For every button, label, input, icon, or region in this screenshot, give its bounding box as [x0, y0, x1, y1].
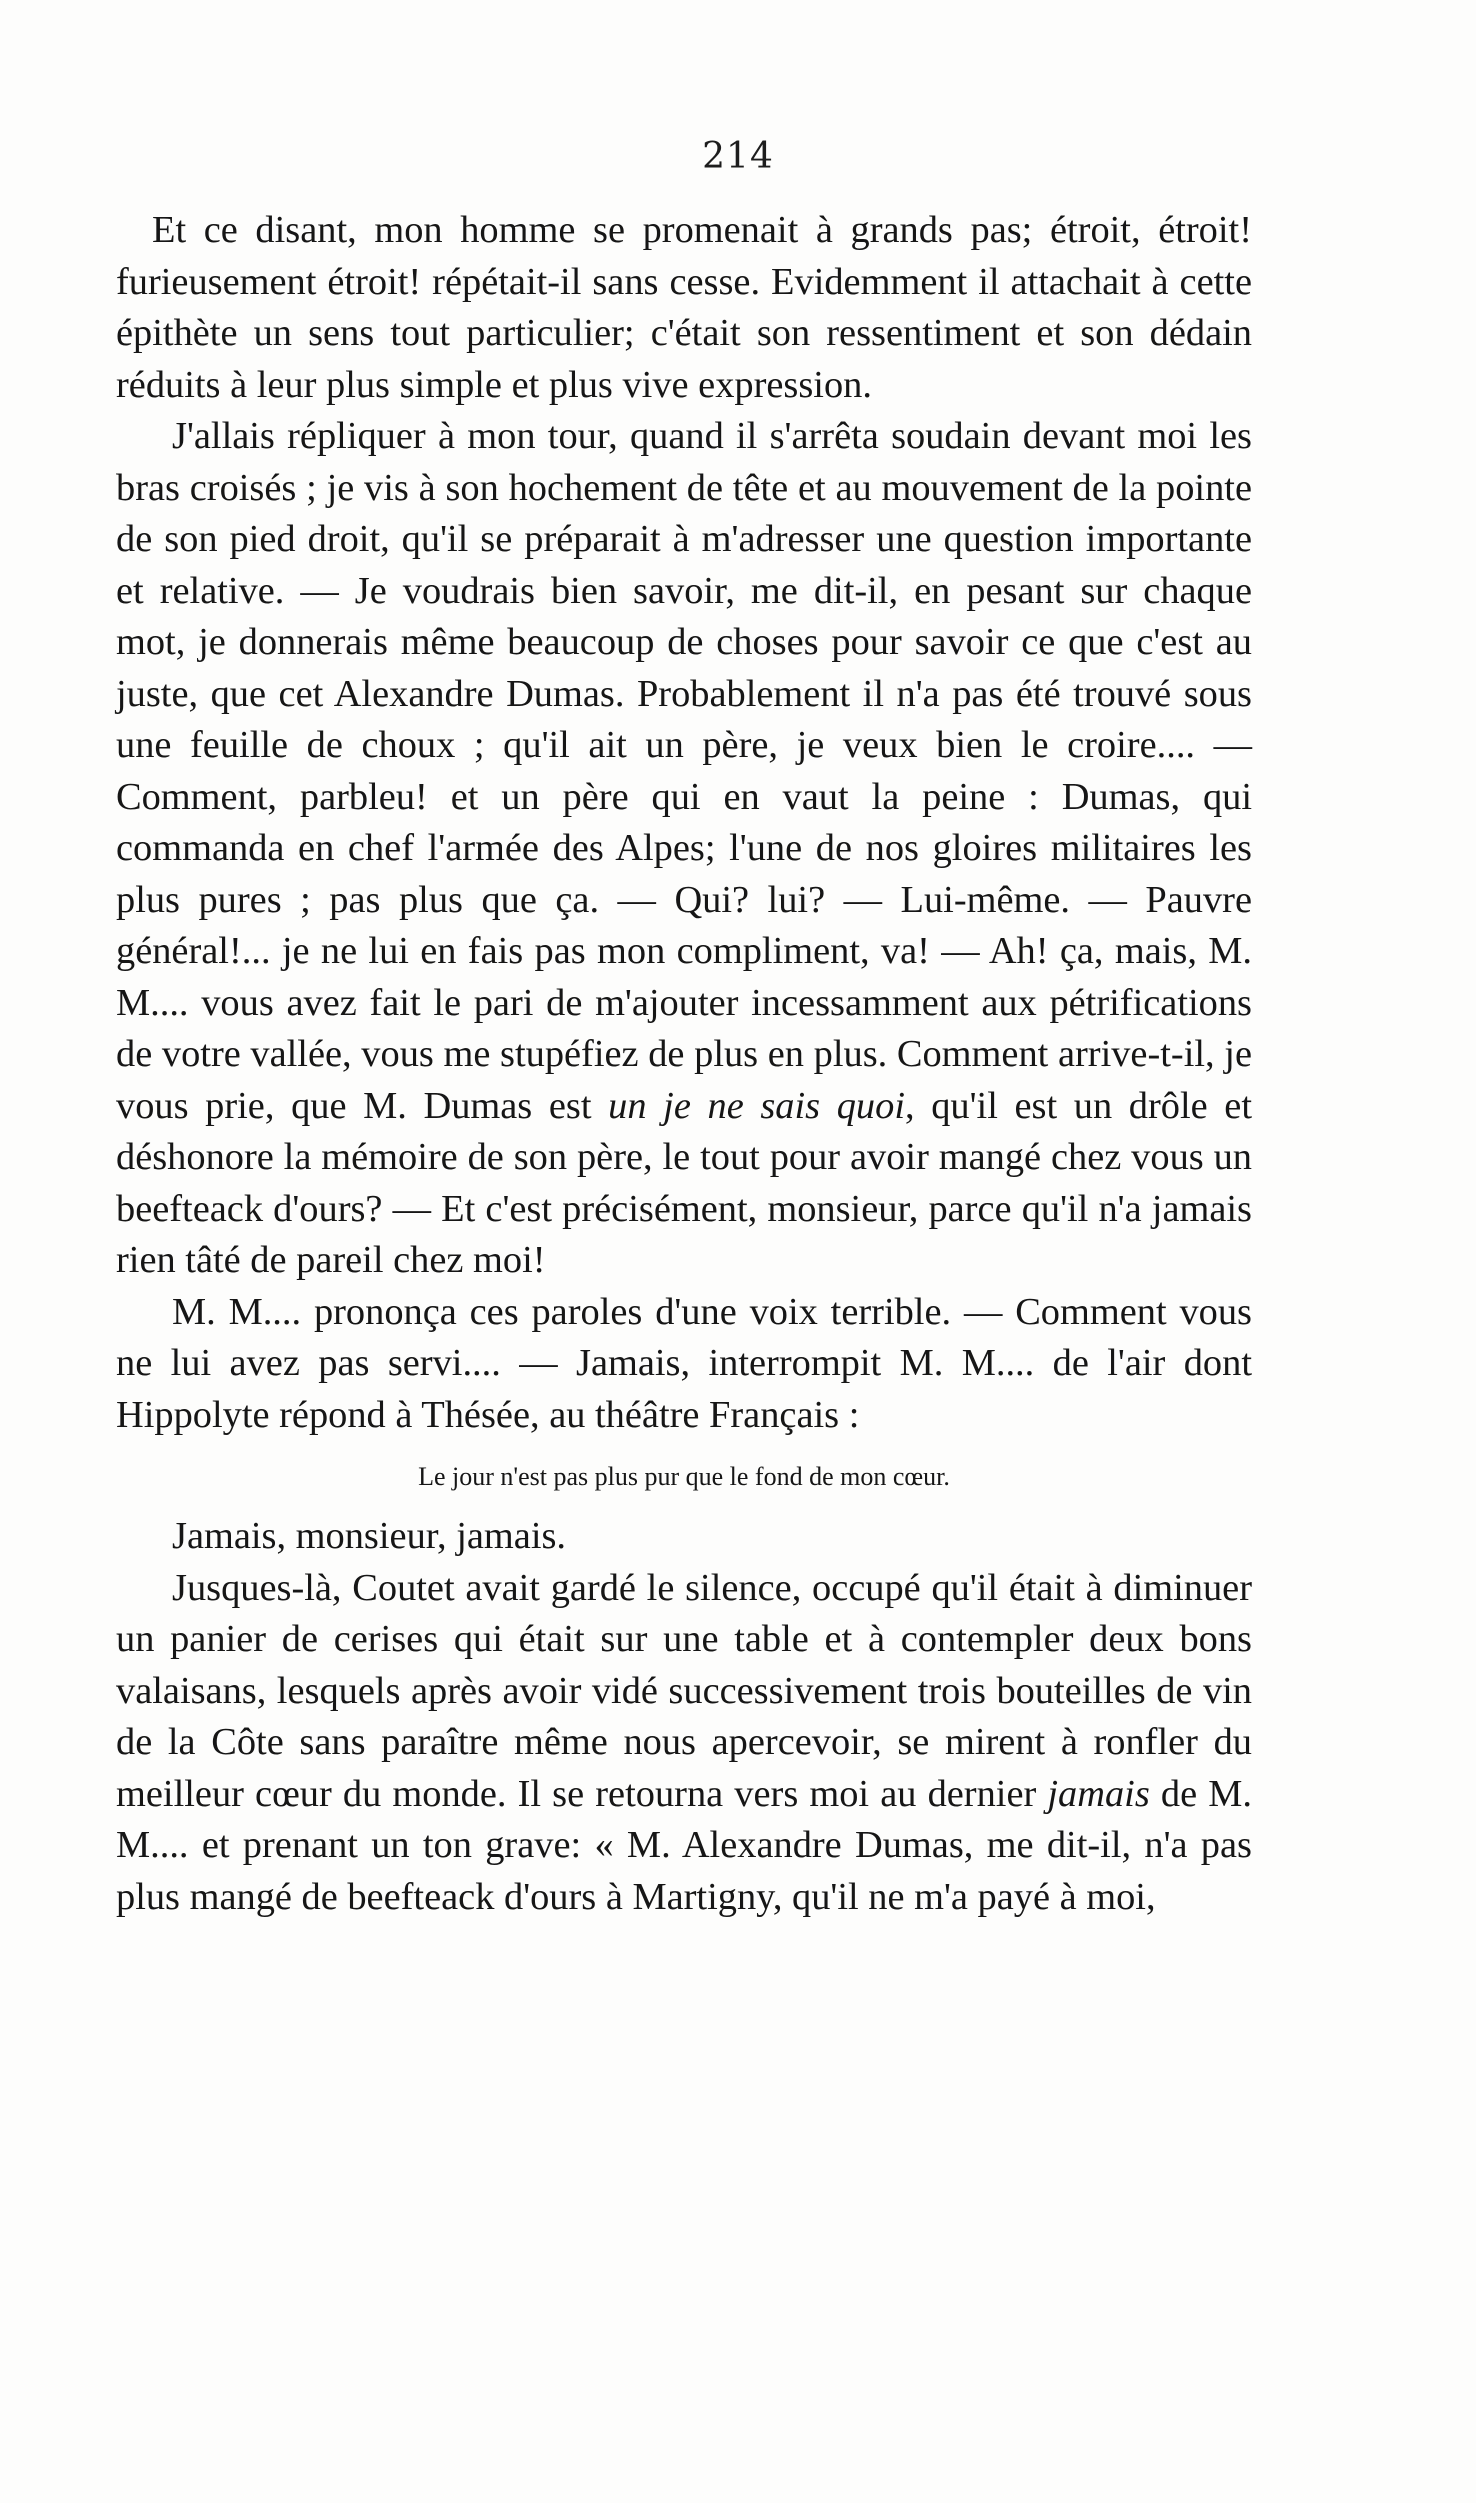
paragraph-5	[116, 1563, 1252, 1924]
page-number: 214	[702, 136, 774, 177]
page-text	[116, 205, 1252, 1923]
verse-quote: Le jour n'est pas plus pur que le fond de mon cœur.	[418, 1462, 950, 1491]
paragraph-5-text-a: Jusques-là, Coutet avait gardé le silence, occupé qu'il était à diminuer un panier de cerises qui était sur une table et à contempler deux bons valaisans, lesquels après avoir vidé successivement trois bouteilles de vin de la Côte sans paraître même nous apercevoir, se mirent à ronfler du meilleur cœur du monde. Il se retourna vers moi au dernier	[116, 1566, 1252, 1815]
paragraph-5-italic: jamais	[1047, 1772, 1150, 1815]
paragraph-5-text-b: de M. M.... et prenant un ton grave: « M. Alexandre Dumas, me dit-il, n'a pas plus mangé de beefteack d'ours à Martigny, qu'il ne m'a payé à moi,	[116, 1772, 1252, 1918]
paragraph-2-text-b: , qu'il est un drôle et déshonore la mémoire de son père, le tout pour avoir mangé chez vous un beefteack d'ours? — Et c'est précisément, monsieur, parce qu'il n'a jamais rien tâté de pareil chez moi!	[116, 1084, 1253, 1281]
paragraph-4: Jamais, monsieur, jamais.	[172, 1515, 567, 1557]
paragraph-2-text-a: J'allais répliquer à mon tour, quand il s'arrêta soudain devant moi les bras croisés ; je vis à son hochement de tête et au mouvement de la pointe de son pied droit, qu'il se préparait à m'adresser une question importante et relative. — Je voudrais bien savoir, me dit-il, en pesant sur chaque mot, je donnerais même beaucoup de choses pour savoir ce que c'est au juste, que cet Alexandre Dumas. Probablement il n'a pas été trouvé sous une feuille de choux ; qu'il ait un père, je veux bien le croire.... — Comment, parbleu! et un père qui en vaut la peine : Dumas, qui commanda en chef l'armée des Alpes; l'une de nos gloires militaires les plus pures ; pas plus que ça. — Qui? lui? — Lui-même. — Pauvre général!... je ne lui en fais pas mon compliment, va! — Ah! ça, mais, M. M.... vous avez fait le pari de m'ajouter incessamment aux pétrifications de votre vallée, vous me stupéfiez de plus en plus. Comment arrive-t-il, je vous prie, que M. Dumas est	[116, 415, 1252, 1127]
paragraph-2-italic: un je ne sais quoi	[608, 1084, 905, 1127]
paragraph-2	[116, 411, 1252, 1287]
paragraph-1: Et ce disant, mon homme se promenait à grands pas; étroit, étroit! furieusement étroit! répétait-il sans cesse. Evidemment il attachait à cette épithète un sens tout particulier; c'était son ressentiment et son dédain réduits à leur plus simple et plus vive expression.	[116, 209, 1252, 406]
paragraph-3: M. M.... prononça ces paroles d'une voix terrible. — Comment vous ne lui avez pas servi.... — Jamais, interrompit M. M.... de l'air dont Hippolyte répond à Thésée, au théâtre Français :	[116, 1290, 1252, 1436]
